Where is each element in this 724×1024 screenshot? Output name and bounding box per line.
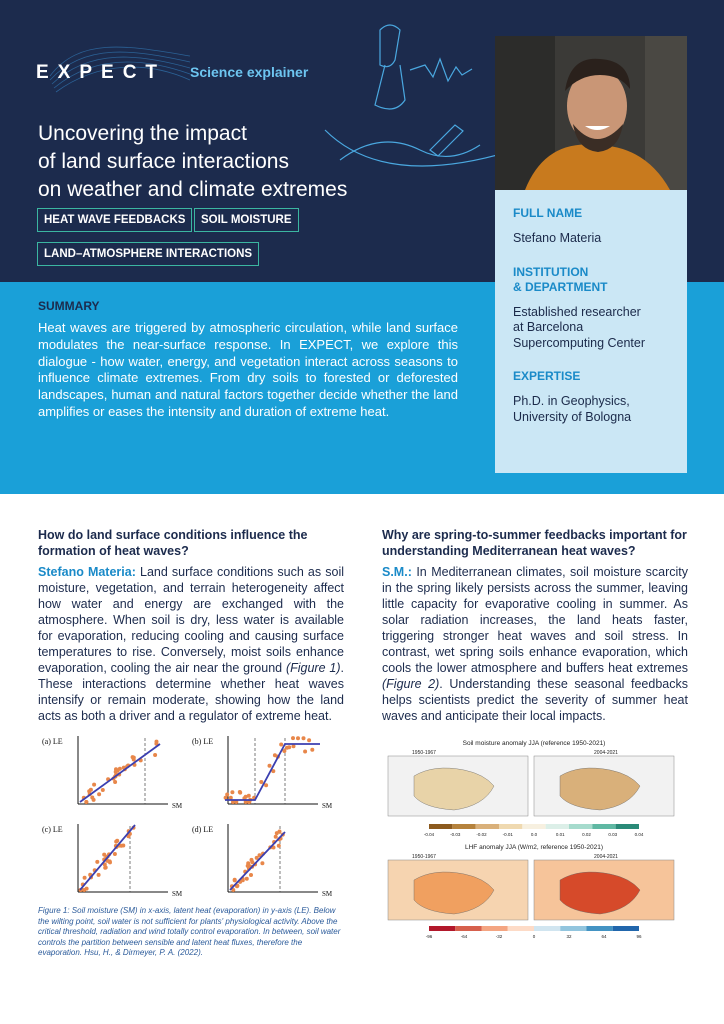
colorbar-tick-label: 0.03: [608, 832, 618, 837]
figure-2-anomaly-maps: [384, 736, 684, 946]
right-figure-ref: (Figure 2): [382, 677, 440, 691]
colorbar-tick-label: 64: [601, 934, 607, 939]
right-speaker: S.M.:: [382, 565, 412, 579]
panel-data-dot: [260, 861, 264, 865]
figure-1-caption: Figure 1: Soil moisture (SM) in x-axis, latent heat (evaporation) in y-axis (LE). Below the wilting point, soil water is not sufficient for plants' physiological activity. Above the critical threshold, radiation and wind totally control evaporation. In between, soil water controls the partition between sensible and latent heat fluxes, therefore the evaporation. Hsu, H., & Dirmeyer, P. A. (2022).: [38, 906, 341, 958]
colorbar-tick-label: 96: [636, 934, 642, 939]
panel-y-label: (c) LE: [42, 825, 63, 834]
colorbar-tick-label: -64: [460, 934, 468, 939]
fig2-top-right-label: 2004-2021: [594, 750, 618, 756]
panel-data-dot: [230, 790, 234, 794]
panel-data-dot: [275, 831, 279, 835]
colorbar-segment: [546, 824, 569, 829]
left-speaker: Stefano Materia:: [38, 565, 136, 579]
panel-data-dot: [115, 839, 119, 843]
institution-line-2: at Barcelona: [513, 320, 584, 334]
panel-data-dot: [95, 860, 99, 864]
panel-data-dot: [97, 792, 101, 796]
panel-data-dot: [113, 780, 117, 784]
panel-x-label: SM: [322, 890, 333, 898]
panel-data-dot: [153, 753, 157, 757]
profile-card: [495, 190, 687, 473]
panel-data-dot: [274, 835, 278, 839]
colorbar-segment: [482, 926, 508, 931]
colorbar-tick-label: 0: [532, 934, 536, 939]
fig2-bottom-right-label: 2004-2021: [594, 854, 618, 860]
panel-data-dot: [132, 758, 136, 762]
title-line-2: of land surface interactions: [38, 150, 289, 173]
colorbar-segment: [587, 926, 613, 931]
fig2-bottom-title: LHF anomaly JJA (W/m2, reference 1950-2021): [464, 844, 604, 851]
institution-label-line-2: & DEPARTMENT: [513, 279, 608, 294]
figure-1-panel-1: [42, 736, 183, 810]
colorbar-segment: [429, 926, 455, 931]
figure-1-panel-3: [42, 824, 183, 898]
fig2-top-colorbar: [429, 824, 639, 829]
colorbar-tick-label: 0.0: [530, 832, 538, 837]
expertise-line-2: University of Bologna: [513, 409, 632, 424]
panel-data-dot: [108, 860, 112, 864]
fig2-top-left-label: 1950-1967: [412, 750, 436, 756]
institution-line-3: Supercomputing Center: [513, 335, 646, 350]
tag-soil-moisture: SOIL MOISTURE: [194, 208, 299, 232]
panel-data-dot: [92, 783, 96, 787]
panel-data-dot: [85, 887, 89, 891]
fig2-bottom-colorbar: [429, 926, 639, 931]
panel-data-dot: [119, 844, 123, 848]
page-title: [38, 120, 458, 204]
figure-1-soil-moisture-panels: [40, 732, 340, 902]
fig2-top-title: Soil moisture anomaly JJA (reference 1950-2021): [462, 740, 606, 747]
panel-data-dot: [249, 873, 253, 877]
panel-data-dot: [307, 738, 311, 742]
panel-x-label: SM: [172, 802, 183, 810]
colorbar-tick-label: -32: [495, 934, 503, 939]
institution-line-1: Established researcher: [513, 304, 641, 319]
fig2-bottom-left-label: 1950-1967: [412, 854, 436, 860]
panel-data-dot: [102, 853, 106, 857]
panel-data-dot: [113, 852, 117, 856]
researcher-photo: [495, 36, 687, 190]
left-figure-ref: (Figure 1): [285, 661, 341, 675]
left-column-heading: How do land surface conditions influence the formation of heat waves?: [38, 528, 308, 558]
panel-y-label: (a) LE: [42, 737, 63, 746]
panel-y-label: (d) LE: [192, 825, 214, 834]
colorbar-segment: [592, 824, 615, 829]
institution-value: [513, 305, 669, 352]
fig2-bottom-left-map: [388, 860, 528, 920]
fig2-bottom-right-map: [534, 860, 674, 920]
panel-data-dot: [89, 788, 93, 792]
colorbar-tick-label: -96: [425, 934, 433, 939]
colorbar-segment: [499, 824, 522, 829]
panel-x-label: SM: [322, 802, 333, 810]
colorbar-tick-label: 32: [566, 934, 572, 939]
panel-data-dot: [225, 793, 229, 797]
panel-data-dot: [90, 796, 94, 800]
right-column-text: [382, 564, 688, 724]
expertise-label: EXPERTISE: [513, 369, 581, 383]
panel-fit-line: [80, 825, 135, 890]
panel-data-dot: [84, 800, 88, 804]
tag-land-atmosphere: LAND–ATMOSPHERE INTERACTIONS: [37, 242, 259, 266]
panel-data-dot: [302, 736, 306, 740]
panel-data-dot: [83, 876, 87, 880]
colorbar-segment: [522, 824, 545, 829]
colorbar-segment: [452, 824, 475, 829]
left-column-text: [38, 564, 344, 724]
right-text-b: . Understanding these seasonal feedbacks helps scientists predict the severity of summer heat waves and anticipate their local impacts.: [382, 677, 688, 723]
colorbar-segment: [560, 926, 586, 931]
panel-data-dot: [259, 780, 263, 784]
colorbar-segment: [429, 824, 452, 829]
panel-x-label: SM: [172, 890, 183, 898]
panel-data-dot: [246, 864, 250, 868]
portrait-illustration: [495, 36, 687, 190]
panel-data-dot: [279, 743, 283, 747]
panel-data-dot: [97, 873, 101, 877]
left-text-a: Land surface conditions such as soil moisture, vegetation, and terrain heterogeneity affect how water and energy are exchanged with the atmosphere. When soil is dry, less water is available for evaporation, reducing cooling and causing surface temperatures to rise. Conversely, moist soils enhance evaporation, cooling the air near the ground: [38, 565, 344, 675]
colorbar-tick-label: -0.01: [502, 832, 513, 837]
colorbar-tick-label: 0.01: [555, 832, 565, 837]
institution-label: [513, 265, 669, 295]
figure-1-panel-2: [192, 736, 333, 810]
colorbar-tick-label: -0.04: [423, 832, 435, 837]
colorbar-segment: [476, 824, 499, 829]
panel-data-dot: [250, 858, 254, 862]
panel-y-label: (b) LE: [192, 737, 214, 746]
colorbar-segment: [455, 926, 481, 931]
right-column-heading: Why are spring-to-summer feedbacks important for understanding Mediterranean heat waves?: [382, 528, 687, 558]
institution-label-line-1: INSTITUTION: [513, 264, 589, 279]
figure-1-panel-4: [192, 824, 333, 898]
panel-data-dot: [101, 788, 105, 792]
panel-data-dot: [114, 767, 118, 771]
panel-data-dot: [238, 790, 242, 794]
subtitle: Science explainer: [190, 64, 309, 80]
title-line-1: Uncovering the impact: [38, 122, 247, 145]
panel-data-dot: [104, 866, 108, 870]
colorbar-tick-label: -0.02: [476, 832, 487, 837]
full-name-value: Stefano Materia: [513, 231, 602, 245]
fig2-top-left-map: [388, 756, 528, 816]
panel-data-dot: [277, 844, 281, 848]
tag-heat-wave-feedbacks: HEAT WAVE FEEDBACKS: [37, 208, 192, 232]
panel-data-dot: [287, 745, 291, 749]
right-text-a: In Mediterranean climates, soil moisture scarcity in the spring likely persists across the summer, leaving little capacity for evaporative cooling in summer. As solar radiation increases, the land heats faster, triggering stronger heat waves and soil stress. In contrast, wet spring soils enhance evaporation, which cools the lower atmosphere and buffers heat extremes: [382, 565, 688, 675]
panel-data-dot: [303, 750, 307, 754]
fig2-top-right-map: [534, 756, 674, 816]
expect-logo: EXPECT: [36, 62, 167, 83]
panel-data-dot: [310, 748, 314, 752]
panel-data-dot: [264, 783, 268, 787]
full-name-label: FULL NAME: [513, 206, 583, 220]
panel-data-dot: [268, 764, 272, 768]
colorbar-segment: [613, 926, 639, 931]
expertise-value: [513, 394, 669, 425]
colorbar-segment: [569, 824, 592, 829]
panel-data-dot: [244, 795, 248, 799]
panel-data-dot: [245, 877, 249, 881]
colorbar-segment: [616, 824, 639, 829]
left-text-b: . These interactions determine whether heat waves intensify or remain moderate, showing how the land acts as both a driver and a regulator of extreme heat.: [38, 661, 344, 723]
expertise-line-1: Ph.D. in Geophysics,: [513, 394, 630, 408]
colorbar-segment: [534, 926, 560, 931]
panel-data-dot: [291, 736, 295, 740]
title-line-3: on weather and climate extremes: [38, 178, 348, 201]
panel-fit-line: [80, 744, 160, 802]
colorbar-tick-label: 0.04: [634, 832, 644, 837]
summary-text: Heat waves are triggered by atmospheric circulation, while land surface modulates the near-surface response. In EXPECT, we explore this dialogue - how water, energy, and vegetation interact across seasons to influence climate extremes. From dry soils to forested or deforested landscapes, human and natural factors together decide whether the land amplifies or eases the intensity and duration of extreme heat.: [38, 320, 458, 419]
panel-data-dot: [296, 736, 300, 740]
colorbar-tick-label: -0.03: [450, 832, 461, 837]
panel-fit-line: [230, 832, 285, 890]
colorbar-segment: [508, 926, 534, 931]
colorbar-tick-label: 0.02: [582, 832, 591, 837]
panel-data-dot: [233, 878, 237, 882]
summary-heading: SUMMARY: [38, 299, 100, 313]
